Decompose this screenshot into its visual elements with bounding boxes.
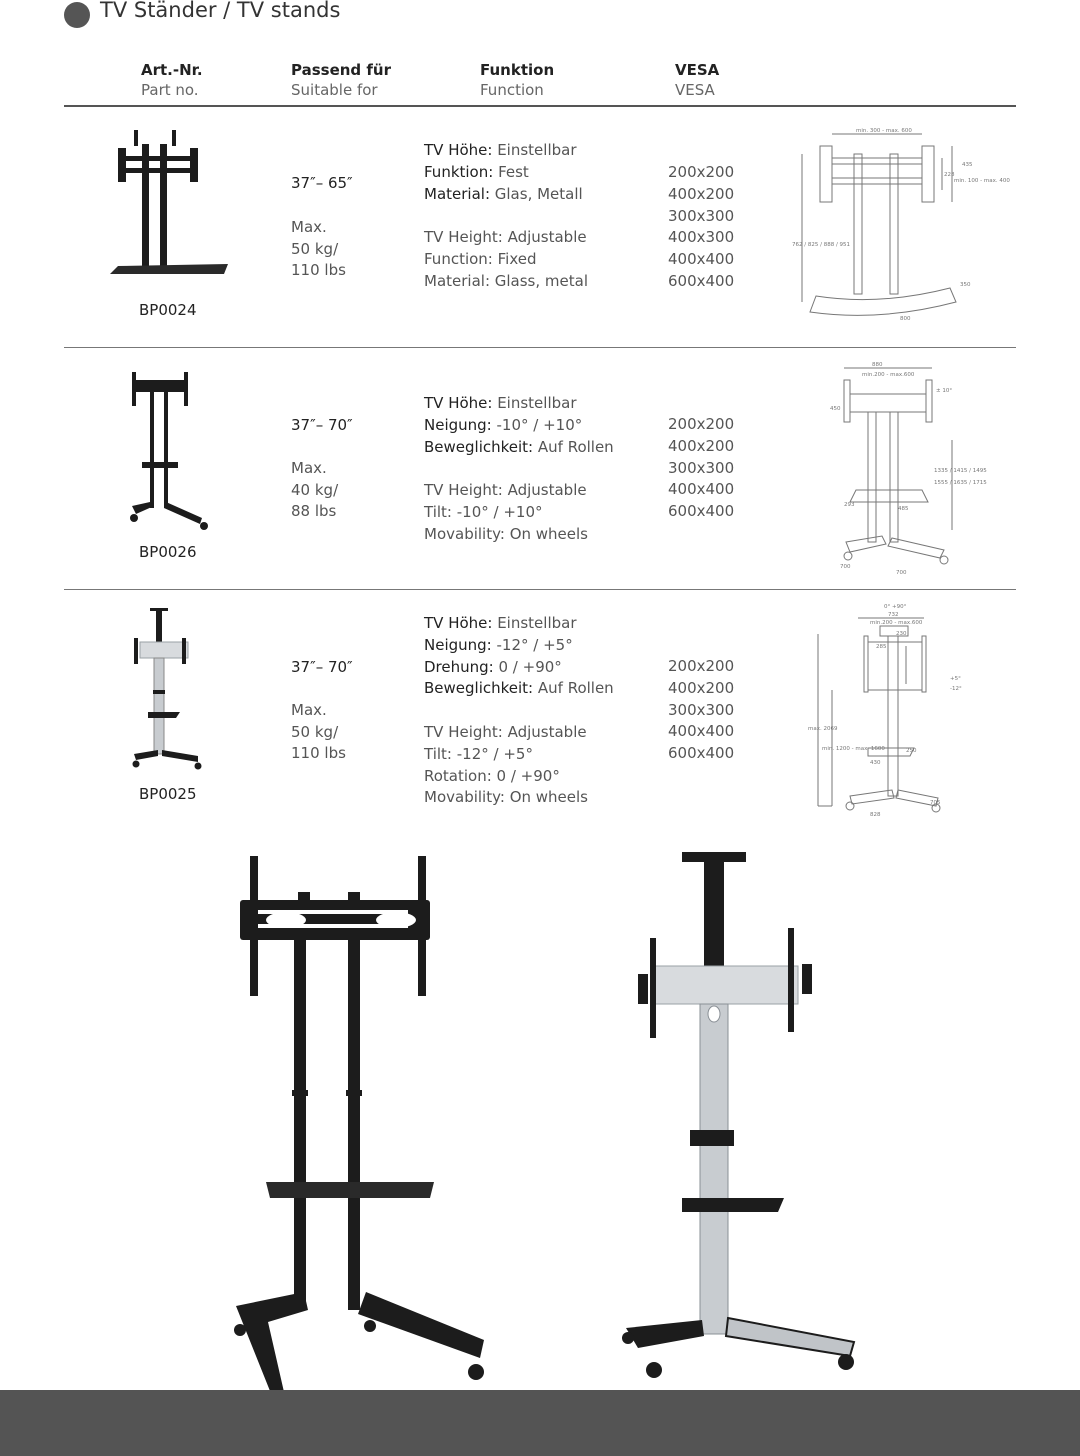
max-kg: 50 kg/ (291, 722, 339, 741)
spacer (424, 458, 614, 480)
function-value: Fest (493, 162, 529, 181)
drawing-dimension: 485 (898, 506, 909, 512)
max-label: Max. (291, 218, 327, 236)
max-label: Max. (291, 701, 327, 719)
vesa-item: 400x400 (668, 250, 735, 269)
function-de-line (424, 678, 614, 700)
column-header-function (480, 60, 554, 100)
product-photo-bp0025 (128, 604, 208, 772)
drawing-dimension: 705 (930, 800, 941, 806)
column-header-de: Funktion (480, 61, 555, 79)
function-de-line (424, 635, 614, 657)
function-en-line: TV Height: Adjustable (424, 228, 587, 247)
column-header-de: VESA (675, 61, 720, 79)
product-photo-large-black-stand (228, 852, 498, 1412)
function-value: Einstellbar (492, 141, 577, 159)
function-de-line (424, 393, 614, 415)
vesa-list (668, 414, 734, 523)
function-en-line: Tilt: -10° / +10° (424, 502, 543, 521)
function-label: Drehung: (424, 657, 494, 676)
column-header-part-no (141, 60, 203, 100)
drawing-dimension: 285 (876, 644, 887, 650)
drawing-dimension: 828 (870, 812, 881, 818)
function-en-line: Material: Glass, metal (424, 271, 588, 290)
title-bullet-icon (64, 2, 90, 28)
function-value: Auf Rollen (533, 679, 614, 698)
drawing-dimension: 450 (830, 406, 841, 412)
part-number: BP0024 (139, 301, 197, 319)
function-value: Auf Rollen (533, 437, 614, 456)
drawing-dimension: min. 100 - max. 400 (954, 178, 1010, 184)
vesa-item: 400x300 (668, 228, 735, 247)
column-header-en: Function (480, 81, 544, 99)
drawing-dimension: +5° (950, 676, 961, 682)
dimension-drawing-bp0025 (806, 600, 966, 822)
function-list (424, 393, 614, 546)
function-de-line (424, 613, 614, 635)
function-label: TV Höhe: (424, 394, 493, 412)
max-lbs: 88 lbs (291, 502, 337, 520)
vesa-item: 200x200 (668, 657, 735, 675)
drawing-dimension: 800 (900, 316, 911, 322)
drawing-dimension: 732 (888, 612, 899, 618)
drawing-dimension: 250 (906, 748, 917, 754)
page-title: TV Ständer / TV stands (100, 0, 341, 22)
drawing-dimension: max. 2069 (808, 726, 838, 732)
function-en-line: Tilt: -12° / +5° (424, 744, 533, 763)
column-header-en: Part no. (141, 81, 199, 99)
vesa-item: 400x400 (668, 480, 735, 499)
function-value: Glas, Metall (490, 184, 583, 203)
function-label: Neigung: (424, 415, 492, 434)
vesa-item: 400x200 (668, 678, 735, 697)
product-photo-large-silver-stand (618, 848, 862, 1388)
drawing-dimension: 293 (844, 502, 855, 508)
function-en-line: TV Height: Adjustable (424, 481, 587, 500)
footer-bar (0, 1390, 1080, 1456)
drawing-dimension: 1335 / 1415 / 1495 (934, 468, 987, 474)
function-label: Beweglichkeit: (424, 679, 534, 698)
function-de-line (424, 415, 614, 437)
vesa-item: 600x400 (668, 271, 735, 290)
drawing-dimension: 762 / 825 / 888 / 951 (792, 242, 851, 248)
function-label: Beweglichkeit: (424, 437, 534, 456)
screen-size: 37″– 65″ (291, 174, 353, 192)
drawing-dimension: min.200 - max.600 (862, 372, 915, 378)
max-load (291, 217, 346, 282)
function-de-line (424, 437, 614, 459)
function-en-line: Movability: On wheels (424, 788, 588, 807)
screen-size: 37″– 70″ (291, 416, 353, 434)
function-de-line (424, 140, 588, 162)
vesa-item: 400x400 (668, 722, 735, 741)
product-photo-bp0024 (108, 126, 232, 284)
function-en-line: TV Height: Adjustable (424, 722, 587, 741)
drawing-dimension: 230 (896, 631, 907, 637)
part-number: BP0026 (139, 543, 197, 561)
spacer (424, 700, 614, 722)
function-label: TV Höhe: (424, 141, 493, 159)
drawing-dimension: min. 1200 - max. 1600 (822, 746, 885, 752)
column-header-de: Art.-Nr. (141, 61, 203, 79)
function-value: Einstellbar (492, 614, 577, 632)
vesa-item: 300x300 (668, 458, 735, 477)
vesa-item: 200x200 (668, 415, 735, 433)
function-en-line: Function: Fixed (424, 249, 537, 268)
vesa-item: 300x300 (668, 206, 735, 225)
drawing-dimension: 430 (870, 760, 881, 766)
drawing-dimension: 700 (840, 564, 851, 570)
dimension-drawing-bp0026 (826, 360, 987, 578)
product-photo-bp0026 (128, 366, 212, 532)
function-de-line (424, 162, 588, 184)
vesa-list (668, 656, 734, 765)
drawing-dimension: 350 (960, 282, 971, 288)
vesa-item: 400x200 (668, 184, 735, 203)
drawing-dimension: -12° (950, 686, 962, 692)
drawing-dimension: min. 300 - max. 600 (856, 128, 912, 134)
drawing-dimension: 435 (962, 162, 973, 168)
function-list (424, 140, 588, 293)
drawing-dimension: min.200 - max.600 (870, 620, 923, 626)
drawing-dimension: 228 (944, 172, 955, 178)
function-label: TV Höhe: (424, 614, 493, 632)
max-lbs: 110 lbs (291, 261, 346, 279)
header-divider (64, 105, 1016, 107)
function-en-line: Movability: On wheels (424, 524, 588, 543)
max-kg: 50 kg/ (291, 239, 339, 258)
function-label: Material: (424, 184, 490, 203)
function-label: Neigung: (424, 635, 492, 654)
drawing-dimension: 700 (896, 570, 907, 576)
vesa-item: 600x400 (668, 744, 735, 763)
column-header-vesa (675, 60, 719, 100)
vesa-item: 400x200 (668, 436, 735, 455)
function-value: -10° / +10° (491, 415, 583, 434)
function-de-line (424, 184, 588, 206)
spacer (424, 205, 588, 227)
row-divider (64, 589, 1016, 590)
function-label: Funktion: (424, 162, 494, 181)
column-header-en: VESA (675, 81, 715, 99)
drawing-dimension: 1555 / 1635 / 1715 (934, 480, 987, 486)
column-header-suitable-for (291, 60, 391, 100)
column-header-en: Suitable for (291, 81, 378, 99)
function-value: Einstellbar (492, 394, 577, 412)
vesa-item: 200x200 (668, 163, 735, 181)
column-header-de: Passend für (291, 61, 391, 79)
vesa-list (668, 162, 734, 293)
drawing-dimension: 0° +90° (884, 604, 907, 610)
vesa-item: 600x400 (668, 502, 735, 521)
max-load (291, 458, 338, 523)
row-divider (64, 347, 1016, 348)
drawing-dimension: 880 (872, 362, 883, 368)
part-number: BP0025 (139, 785, 197, 803)
function-value: 0 / +90° (493, 657, 562, 676)
function-en-line: Rotation: 0 / +90° (424, 766, 560, 785)
max-lbs: 110 lbs (291, 744, 346, 762)
max-kg: 40 kg/ (291, 480, 339, 499)
dimension-drawing-bp0024 (790, 126, 1010, 326)
function-de-line (424, 657, 614, 679)
max-load (291, 700, 346, 765)
function-list (424, 613, 614, 809)
function-value: -12° / +5° (491, 635, 573, 654)
max-label: Max. (291, 459, 327, 477)
vesa-item: 300x300 (668, 700, 735, 719)
screen-size: 37″– 70″ (291, 658, 353, 676)
drawing-dimension: ± 10° (936, 388, 953, 394)
